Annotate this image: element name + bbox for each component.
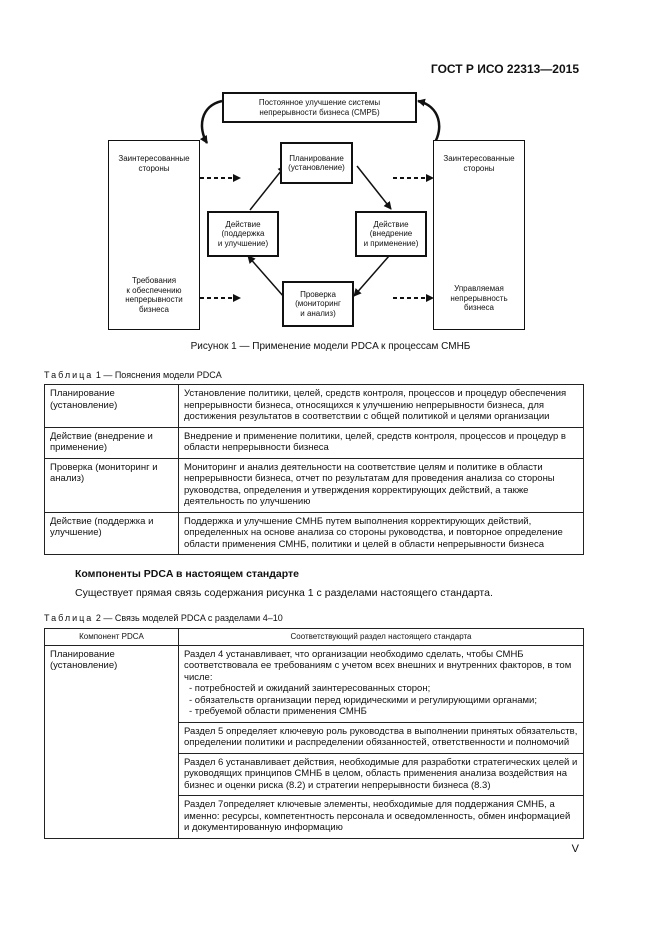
document-header: ГОСТ Р ИСО 22313—2015 — [430, 62, 579, 76]
section-paragraph: Существует прямая связь содержания рисунка 1 с разделами настоящего стандарта. — [75, 587, 493, 599]
bullet-item: - обязательств организации перед юридическими и регулирующими органами; — [189, 694, 537, 706]
table1-text-cell: Мониторинг и анализ деятельности на соответствие целям и политике в области непрерывности бизнеса, отчет по результатам для проведения анализа со стороны руководства, определения и утверждения корректирующих действий, а также деятельность по улучшению — [179, 458, 584, 512]
table1-phase-cell: Действие (внедрение и применение) — [45, 427, 179, 458]
table1-phase-cell: Действие (поддержка и улучшение) — [45, 512, 179, 555]
table1-text-cell: Внедрение и применение политики, целей, средств контроля, процессов и процедур в области непрерывности бизнеса — [179, 427, 584, 458]
right-stakeholders-label: Заинтересованные стороны — [443, 154, 515, 173]
table-row — [45, 385, 584, 428]
bullet-item: - требуемой области применения СМНБ — [189, 706, 367, 717]
table2-col-section: Соответствующий раздел настоящего стандарта — [179, 629, 584, 646]
table1-text-cell: Установление политики, целей, средств контроля, процессов и процедур обеспечения непрерывности бизнеса, относящихся к улучшению непрерывности бизнеса, для достижения результатов в соответствии с общей политикой и целями организации — [179, 385, 584, 428]
left-requirements-label: Требования к обеспечению непрерывности бизнеса — [125, 276, 183, 314]
act-box: Действие (поддержка и улучшение) — [207, 211, 279, 257]
section-heading: Компоненты PDCA в настоящем стандарте — [75, 568, 300, 580]
table-row — [45, 645, 584, 722]
table2-text-cell: Раздел 6 устанавливает действия, необходимые для разработки стратегических целей и руководящих принципов СМНБ в целом, область применения анализа воздействия на бизнес и оценки риска (8.2) и стратегии непрерывности бизнеса (8.3) — [179, 753, 584, 796]
check-box: Проверка (мониторинг и анализ) — [282, 281, 354, 327]
left-stakeholders-label: Заинтересованные стороны — [118, 154, 190, 173]
do-box: Действие (внедрение и применение) — [355, 211, 427, 257]
page-number: V — [571, 843, 579, 855]
table-row — [45, 458, 584, 512]
plan-box: Планирование (установление) — [280, 142, 353, 184]
table-row — [45, 512, 584, 555]
table2-text-cell: Раздел 4 устанавливает, что организации необходимо сделать, чтобы СМНБ соответствовала ее требованиям с учетом всех внешних и внутренних факторов, в том числе: - потребностей и ожиданий заинтересованных сторон; - обязательств организации перед юридическими и регулирующими органами; - требуемой области применения СМНБ — [179, 645, 584, 722]
table1-phase-cell: Проверка (мониторинг и анализ) — [45, 458, 179, 512]
figure-caption: Рисунок 1 — Применение модели PDCA к процессам СМНБ — [190, 341, 471, 352]
table2-caption: Таблица 2 — Связь моделей PDCA с разделами 4–10 — [44, 613, 283, 623]
table2-text-cell: Раздел 5 определяет ключевую роль руководства в выполнении принятых обязательств, определении политики и распределении обязанностей, ответственности и полномочий — [179, 722, 584, 753]
table1-text-cell: Поддержка и улучшение СМНБ путем выполнения корректирующих действий, определенных на основе анализа со стороны руководства, и повторное определение области применения СМНБ, политики и целей в области непрерывности бизнеса — [179, 512, 584, 555]
table1-phase-cell: Планирование (установление) — [45, 385, 179, 428]
table2-col-component: Компонент PDCA — [45, 629, 179, 646]
continuous-improvement-box: Постоянное улучшение системы непрерывности бизнеса (СМРБ) — [222, 92, 417, 123]
bullet-item: - потребностей и ожиданий заинтересованных сторон; — [189, 683, 431, 694]
table2-text-cell: Раздел 7определяет ключевые элементы, необходимые для поддержания СМНБ, а именно: ресурсы, компетентность персонала и осведомленность, обмен информацией и документированную информацию — [179, 796, 584, 839]
table2 — [44, 628, 584, 839]
table-row — [45, 427, 584, 458]
table-header-row — [45, 629, 584, 646]
table1-caption: Таблица 1 — Пояснения модели PDCA — [44, 370, 222, 380]
right-managed-continuity-label: Управляемая непрерывность бизнеса — [450, 284, 508, 312]
table1 — [44, 384, 584, 555]
table2-phase-cell: Планирование (установление) — [45, 645, 179, 838]
